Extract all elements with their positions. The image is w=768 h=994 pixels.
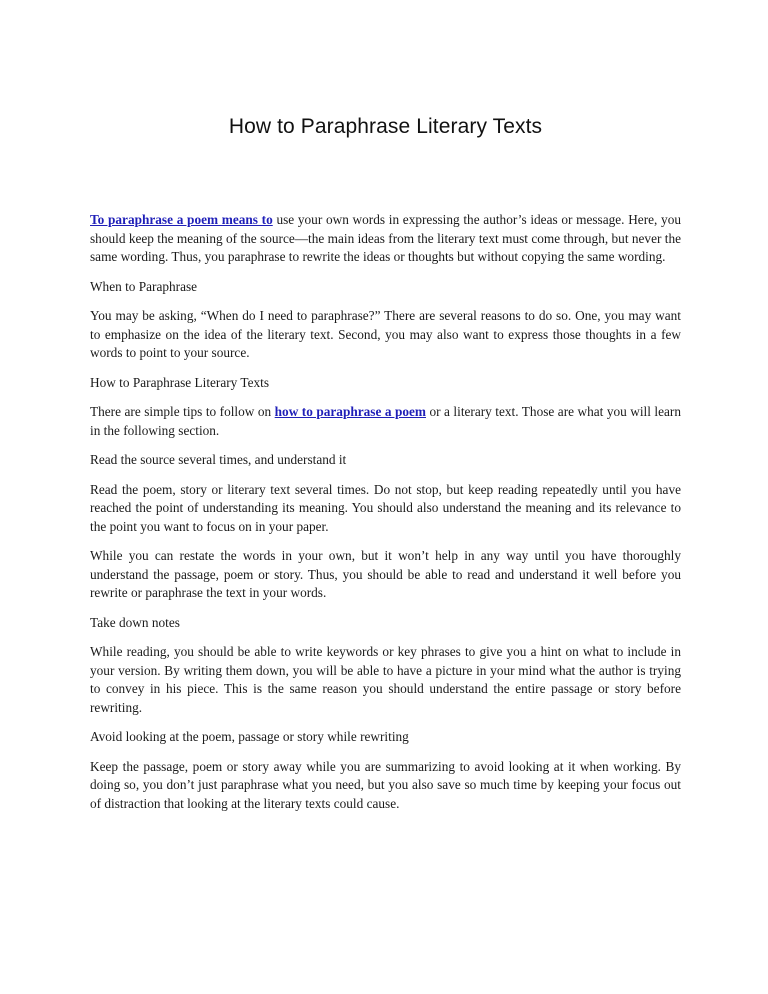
section-heading-when: When to Paraphrase <box>90 278 198 294</box>
paragraph-when: You may be asking, “When do I need to paraphrase?” There are several reasons to do so. One, you may want to emphasize on the idea of the literary text. Second, you may also want to express those thoughts in a few words to point to your source. <box>90 308 681 360</box>
document-page <box>90 0 681 994</box>
section-heading-how: How to Paraphrase Literary Texts <box>90 374 270 390</box>
how-to-paraphrase-link[interactable]: how to paraphrase a poem <box>274 404 426 419</box>
paragraph-how <box>90 403 681 440</box>
section-heading-avoid: Avoid looking at the poem, passage or story while rewriting <box>90 729 409 744</box>
paragraph-notes: While reading, you should be able to write keywords or key phrases to give you a hint on what to include in your version. By writing them down, you will be able to have a picture in your mind what the author is trying to convey in his piece. This is the same reason you should understand the entire passage or story before rewriting. <box>90 644 681 715</box>
paraphrase-poem-link[interactable]: To paraphrase a poem means to <box>90 212 273 227</box>
paragraph-read-1: Read the poem, story or literary text several times. Do not stop, but keep reading repeatedly until you have reached the point of understanding its meaning. You should also understand the meaning and its relevance to the point you want to focus on in your paper. <box>90 481 681 534</box>
paragraph-avoid: Keep the passage, poem or story away while you are summarizing to avoid looking at it when working. By doing so, you don’t just paraphrase what you need, but you also save so much time by keeping your focus out of distraction that looking at the literary texts could cause. <box>90 758 681 811</box>
paragraph-how-text-before: There are simple tips to follow on <box>90 404 275 419</box>
paragraph-read-2: While you can restate the words in your own, but it won’t help in any way until you have thoroughly understand the passage, poem or story. Thus, you should be able to read and understand it well before you rewrite or paraphrase the text in your words. <box>90 548 681 600</box>
paragraph-intro <box>90 211 681 267</box>
section-heading-notes: Take down notes <box>90 614 180 630</box>
document-body <box>90 211 681 824</box>
paragraph-intro-text: use your own words in expressing the author’s ideas or message. Here, you should keep the meaning of the source—the main ideas from the literary text must come through, but never the same wording. Thus, you paraphrase to rewrite the ideas or thoughts but without copying the same wording. <box>90 212 681 264</box>
section-heading-read: Read the source several times, and understand it <box>90 452 347 467</box>
paragraph-how-text-after: or a literary text. Those are what you will learn in the following section. <box>90 404 682 438</box>
document-title: How to Paraphrase Literary Texts <box>228 115 543 138</box>
